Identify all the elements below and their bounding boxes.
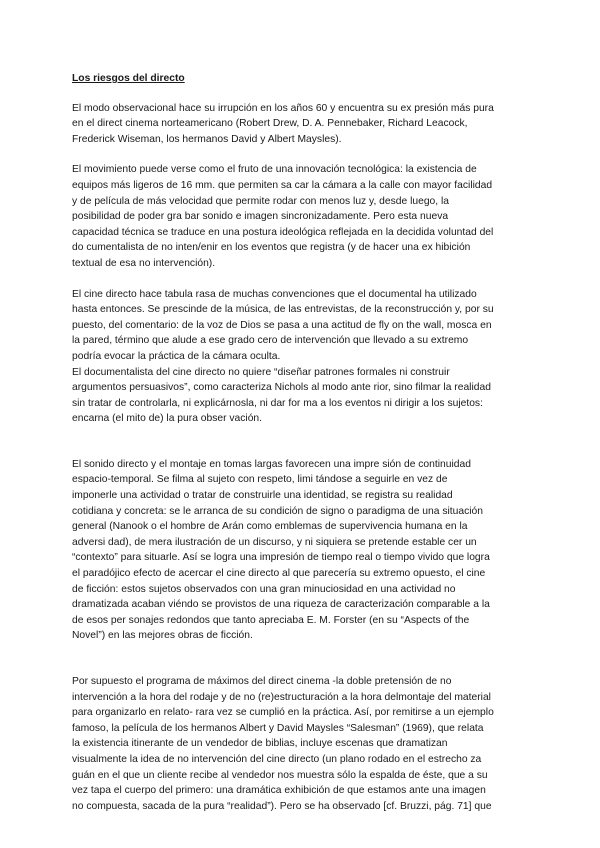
- text-line: El modo observacional hace su irrupción en los años 60 y encuentra su ex presión más pura: [72, 102, 494, 114]
- text-line: de esos per sonajes redondos que tanto apreciaba E. M. Forster (en su “Aspects of the: [72, 614, 470, 626]
- text-line: Novel”) en las mejores obras de ficción.: [72, 630, 253, 642]
- text-line: de ficción: estos sujetos observados con una gran minuciosidad en una actividad no: [72, 583, 456, 595]
- document-title: Los riesgos del directo: [72, 73, 185, 84]
- text-line: Frederick Wiseman, los hermanos David y Albert Maysles).: [72, 133, 342, 145]
- text-line: imponerle una actividad o tratar de construirle una identidad, se registra su realidad: [72, 490, 453, 502]
- text-line: dramatizada acaban viéndo se provistos de una riqueza de caracterización comparable a la: [72, 599, 490, 611]
- text-line: espacio-temporal. Se filma al sujeto con respeto, limi tándose a seguirle en vez de: [72, 474, 448, 486]
- text-line: sin tratar de controlarla, ni explicárnosla, ni dar for ma a los eventos ni dirigir a los sujetos:: [72, 397, 483, 409]
- paragraph-4: [72, 457, 540, 644]
- text-line: y de película de más velocidad que permite rodar con menos luz y, desde luego, la: [72, 195, 450, 207]
- text-line: Por supuesto el programa de máximos del direct cinema -la doble pretensión de no: [72, 676, 452, 687]
- text-line: visualmente la idea de no intervención del cine directo (un plano rodado en el estrecho za: [72, 753, 482, 765]
- text-line: argumentos persuasivos”, como caracteriza Nichols al modo ante rior, sino filmar la realidad: [72, 382, 491, 394]
- text-line: El documentalista del cine directo no quiere “diseñar patrones formales ni construir: [72, 366, 450, 378]
- text-line: en el direct cinema norteamericano (Robert Drew, D. A. Pennebaker, Richard Leacock,: [72, 118, 468, 130]
- text-line: para organizarlo en relato- rara vez se cumplió en la práctica. Así, por remitirse a un ejemplo: [72, 707, 494, 719]
- text-line: posibilidad de poder gra bar sonido e imagen sincronizadamente. Pero esta nueva: [72, 211, 449, 223]
- text-line: famoso, la película de los hermanos Albert y David Maysles “Salesman” (1969), que relata: [72, 722, 484, 734]
- text-line: do cumentalista de no inten/enir en los eventos que registra (y de hacer una ex hibición: [72, 242, 471, 254]
- text-line: la pared, término que alude a ese grado cero de intervención que llevado a su extremo: [72, 335, 469, 347]
- text-line: encarna (el mito de) la pura obser vación.: [72, 413, 263, 425]
- paragraph-5: [72, 674, 540, 814]
- text-line: puesto, del comentario: de la voz de Dios se pasa a una actitud de fly on the wall, mosca en: [72, 319, 492, 331]
- text-line: El sonido directo y el montaje en tomas largas favorecen una impre sión de continuidad: [72, 458, 471, 470]
- text-line: “contexto” para situarle. Así se logra una impresión de tiempo real o tiempo vivido que logra: [72, 552, 490, 564]
- text-line: podría evocar la práctica de la cámara oculta.: [72, 350, 281, 362]
- text-line: equipos más ligeros de 16 mm. que permiten sa car la cámara a la calle con mayor facilidad: [72, 179, 493, 191]
- text-line: el paradójico efecto de acercar el cine directo al que parecería su extremo opuesto, el cine: [72, 568, 486, 580]
- text-line: El cine directo hace tabula rasa de muchas convenciones que el documental ha utilizado: [72, 288, 477, 300]
- paragraph-2: [72, 162, 540, 271]
- text-line: intervención a la hora del rodaje y de no (re)estructuración a la hora delmontaje del material: [72, 691, 491, 703]
- text-line: no compuesta, sacada de la pura “realidad”). Pero se ha observado [cf. Bruzzi, pág. 71] que: [72, 800, 492, 812]
- text-line: la existencia itinerante de un vendedor de biblias, incluye escenas que dramatizan: [72, 738, 448, 750]
- text-line: adversi dad), de mera ilustración de un discurso, y ni siquiera se pretende estable cer un: [72, 536, 477, 548]
- paragraph-3: [72, 287, 540, 427]
- text-line: guán en el que un cliente recibe al vendedor nos muestra sólo la espalda de éste, que a su: [72, 769, 488, 781]
- text-line: textual de esa no intervención).: [72, 257, 216, 269]
- text-line: general (Nanook o el hombre de Arán como emblemas de supervivencia humana en la: [72, 521, 468, 533]
- text-line: cotidiana y concreta: se le arranca de su condición de signo o paradigma de una situación: [72, 505, 483, 517]
- text-line: El movimiento puede verse como el fruto de una innovación tecnológica: la existencia de: [72, 164, 477, 176]
- text-line: hasta entonces. Se prescinde de la música, de las entrevistas, de la reconstrucción y, por su: [72, 304, 494, 316]
- text-line: capacidad técnica se traduce en una postura ideológica reflejada en la decidida voluntad del: [72, 226, 494, 238]
- paragraph-1: [72, 101, 540, 148]
- text-line: vez tapa el cuerpo del primero: una dramática exhibición de que estamos ante una imagen: [72, 785, 486, 797]
